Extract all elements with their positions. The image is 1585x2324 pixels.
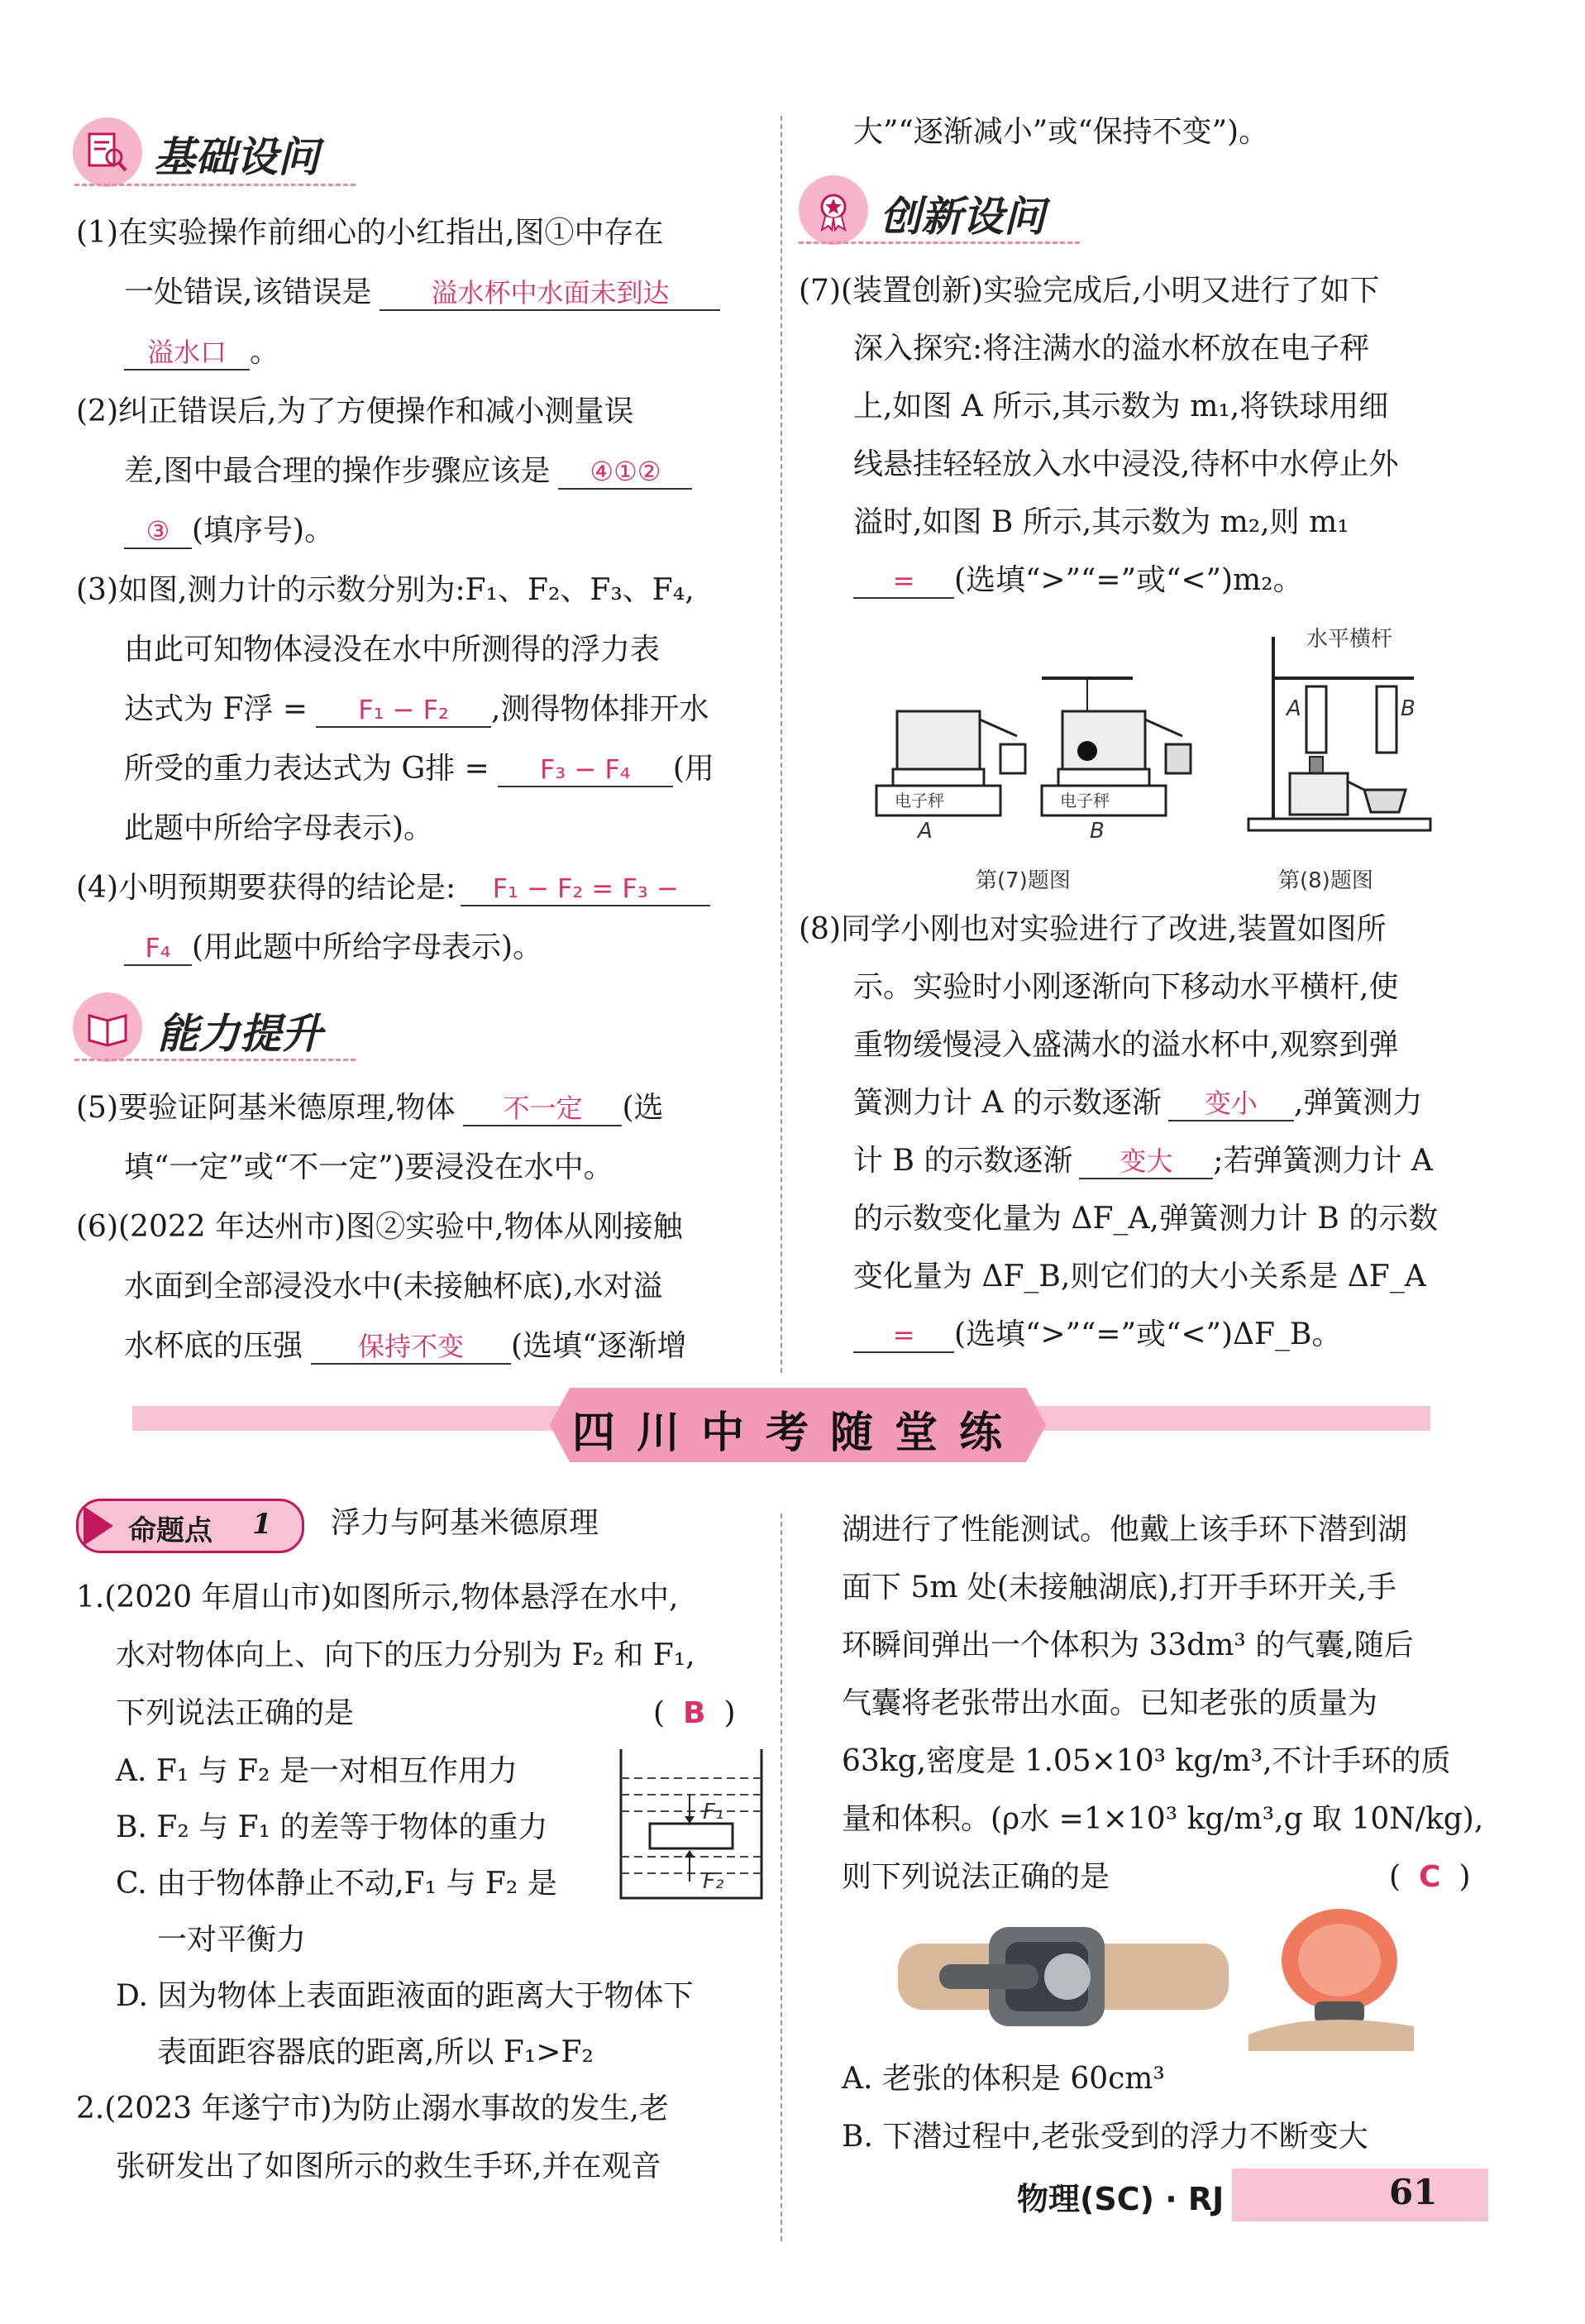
force-f2-label: F₂ — [703, 1869, 724, 1894]
answer-blank: 保持不变 — [311, 1330, 511, 1365]
answer-blank: F₁ − F₂ — [316, 693, 491, 728]
question-line: 63kg,密度是 1.05×10³ kg/m³,不计手环的质 — [842, 1744, 1451, 1778]
question-line: = (选填“>”“=”或“<”)m₂。 — [853, 561, 1303, 600]
question-line: F₄ (用此题中所给字母表示)。 — [124, 928, 542, 968]
scale-label: 电子秤 — [895, 791, 944, 811]
label-b: B — [1090, 819, 1105, 844]
question-line: 量和体积。(ρ水 =1×10³ kg/m³,g 取 10N/kg), — [842, 1802, 1484, 1836]
question-line: (2)纠正错误后,为了方便操作和减小测量误 — [76, 395, 634, 428]
answer-blank: ④①② — [558, 455, 692, 490]
question-line: 达式为 F浮 = F₁ − F₂ ,测得物体排开水 — [124, 692, 709, 726]
option-line: 表面距容器底的距离,所以 F₁>F₂ — [157, 2035, 594, 2069]
question-line: (5)要验证阿基米德原理,物体 不一定 (选 — [76, 1091, 664, 1125]
label-b: B — [1401, 696, 1416, 721]
question-line: 气囊将老张带出水面。已知老张的质量为 — [842, 1686, 1378, 1720]
question-line: (7)(装置创新)实验完成后,小明又进行了如下 — [799, 274, 1380, 308]
answer-blank: = — [853, 564, 954, 599]
option-line: B. 下潜过程中,老张受到的浮力不断变大 — [842, 2120, 1368, 2154]
figure-q8 — [1240, 629, 1439, 844]
section-title-innovation: 创新设问 — [880, 193, 1045, 241]
question-line: 深入探究:将注满水的溢水杯放在电子秤 — [853, 332, 1370, 366]
option-line: D. 因为物体上表面距液面的距离大于物体下 — [116, 1979, 694, 2013]
question-line: = (选填“>”“=”或“<”)ΔF_B。 — [853, 1315, 1341, 1355]
figure-caption-q7: 第(7)题图 — [976, 868, 1071, 893]
question-line: 示。实验时小刚逐渐向下移动水平横杆,使 — [853, 970, 1399, 1004]
footer-subject: 物理(SC) · RJ — [1017, 2181, 1225, 2217]
question-line: 变化量为 ΔF_B,则它们的大小关系是 ΔF_A — [853, 1260, 1426, 1294]
question-line: 所受的重力表达式为 G排 = F₃ − F₄ (用 — [124, 752, 714, 786]
column-divider — [781, 116, 782, 1373]
question-line: 水杯底的压强 保持不变 (选填“逐渐增 — [124, 1329, 687, 1363]
question-line: 1.(2020 年眉山市)如图所示,物体悬浮在水中, — [76, 1580, 679, 1614]
wristband-photo — [898, 1919, 1229, 2043]
section-underline — [799, 241, 1080, 244]
question-line: 簧测力计 A 的示数逐渐 变小 ,弹簧测力 — [853, 1086, 1423, 1120]
question-line: 环瞬间弹出一个体积为 33dm³ 的气囊,随后 — [842, 1628, 1414, 1662]
play-icon — [84, 1506, 113, 1546]
question-line: 水对物体向上、向下的压力分别为 F₂ 和 F₁, — [116, 1638, 695, 1672]
question-line: 上,如图 A 所示,其示数为 m₁,将铁球用细 — [853, 390, 1389, 423]
scale-label: 电子秤 — [1060, 791, 1110, 811]
question-line: 则下列说法正确的是 — [842, 1860, 1110, 1894]
section-title-basic: 基础设问 — [154, 133, 319, 181]
answer-blank: 溢水杯中水面未到达 — [380, 276, 720, 311]
question-line: 重物缓慢浸入盛满水的溢水杯中,观察到弹 — [853, 1028, 1399, 1062]
question-line: 差,图中最合理的操作步骤应该是 ④①② — [124, 452, 692, 491]
question-line: 下列说法正确的是 — [116, 1696, 355, 1730]
question-line: 线悬挂轻轻放入水中浸没,待杯中水停止外 — [853, 447, 1399, 481]
force-f1-label: F₁ — [703, 1800, 724, 1824]
answer-choice: ( B ) — [653, 1696, 736, 1730]
option-line: A. F₁ 与 F₂ 是一对相互作用力 — [116, 1754, 518, 1788]
question-line: 的示数变化量为 ΔF_A,弹簧测力计 B 的示数 — [853, 1202, 1439, 1236]
question-line: (3)如图,测力计的示数分别为:F₁、F₂、F₃、F₄, — [76, 573, 695, 607]
question-line: (1)在实验操作前细心的小红指出,图①中存在 — [76, 216, 664, 250]
answer-blank: F₃ − F₄ — [498, 753, 673, 787]
section-title-ability: 能力提升 — [157, 1010, 322, 1058]
question-line: 一处错误,该错误是 溢水杯中水面未到达 — [124, 273, 720, 313]
book-icon — [73, 992, 142, 1062]
option-line: 一对平衡力 — [157, 1923, 307, 1957]
question-line: 湖进行了性能测试。他戴上该手环下潜到湖 — [842, 1513, 1408, 1547]
option-line: C. 由于物体静止不动,F₁ 与 F₂ 是 — [116, 1867, 557, 1901]
award-ribbon-icon — [799, 175, 868, 245]
question-line: 计 B 的示数逐渐 变大 ;若弹簧测力计 A — [853, 1144, 1433, 1178]
magnifier-doc-icon — [73, 117, 142, 187]
figure-q7 — [860, 662, 1207, 852]
section-underline — [74, 1059, 356, 1061]
answer-blank: 不一定 — [463, 1092, 622, 1126]
section-underline — [74, 184, 356, 186]
option-line: B. F₂ 与 F₁ 的差等于物体的重力 — [116, 1810, 548, 1844]
question-line: 溢水口 。 — [124, 332, 279, 372]
topic-tag-number: 1 — [252, 1508, 272, 1541]
question-line: (6)(2022 年达州市)图②实验中,物体从刚接触 — [76, 1210, 683, 1244]
answer-blank: 变小 — [1168, 1087, 1294, 1121]
answer-choice: ( C ) — [1389, 1860, 1471, 1894]
figure-q1 — [617, 1745, 766, 1902]
banner-title: 四川中考随堂练 — [571, 1408, 1024, 1458]
answer-blank: ③ — [124, 514, 192, 549]
question-line: 由此可知物体浸没在水中所测得的浮力表 — [124, 633, 661, 667]
topic-tag-label: 命题点 — [128, 1514, 212, 1547]
question-line: 此题中所给字母表示)。 — [124, 811, 434, 845]
answer-blank: = — [853, 1318, 954, 1353]
question-line: (8)同学小刚也对实验进行了改进,装置如图所 — [799, 912, 1387, 946]
question-line: 大”“逐渐减小”或“保持不变”)。 — [853, 115, 1269, 149]
question-line: (4)小明预期要获得的结论是: F₁ − F₂ = F₃ − — [76, 868, 710, 908]
question-line: 溢时,如图 B 所示,其示数为 m₂,则 m₁ — [853, 505, 1349, 539]
bar-label: 水平横杆 — [1306, 627, 1393, 652]
footer-bar — [1232, 2169, 1488, 2221]
question-line: 填“一定”或“不一定”)要浸没在水中。 — [124, 1150, 613, 1184]
answer-blank: F₁ − F₂ = F₃ − — [461, 872, 710, 906]
question-line: 张研发出了如图所示的救生手环,并在观音 — [116, 2149, 661, 2183]
answer-blank: F₄ — [124, 931, 192, 966]
figure-caption-q8: 第(8)题图 — [1278, 868, 1373, 893]
topic-tag — [76, 1499, 304, 1553]
option-line: A. 老张的体积是 60cm³ — [842, 2062, 1165, 2096]
question-line: 面下 5m 处(未接触湖底),打开手环开关,手 — [842, 1571, 1396, 1604]
question-line: 2.(2023 年遂宁市)为防止溺水事故的发生,老 — [76, 2092, 669, 2126]
label-a: A — [1287, 696, 1301, 721]
answer-blank: 溢水口 — [124, 336, 250, 371]
page-number: 61 — [1389, 2172, 1438, 2212]
question-line: 水面到全部浸没水中(未接触杯底),水对溢 — [124, 1270, 663, 1303]
column-divider — [781, 1513, 782, 2241]
topic-title: 浮力与阿基米德原理 — [331, 1506, 599, 1540]
question-line: ③ (填序号)。 — [124, 511, 334, 551]
answer-blank: 变大 — [1079, 1145, 1213, 1179]
airbag-photo — [1248, 1902, 1414, 2051]
label-a: A — [918, 819, 933, 844]
